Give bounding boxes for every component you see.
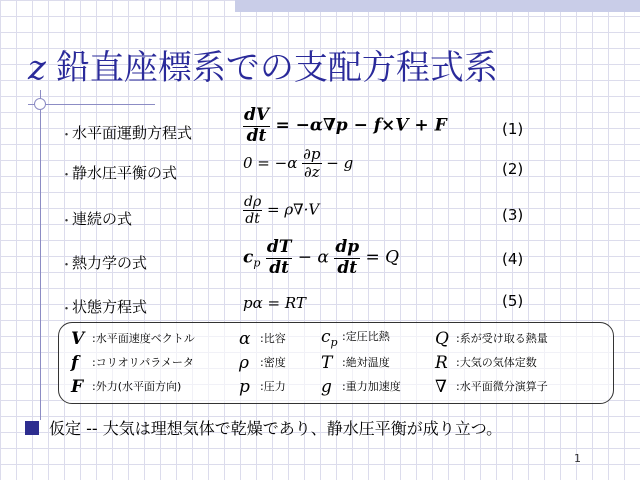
title-variable: z bbox=[28, 48, 46, 88]
equation-number: (1) bbox=[502, 120, 524, 138]
fraction: $\frac{dV}{dt}$ bbox=[244, 105, 270, 146]
equation-formula-2: 0 = −α $\frac{\partial p}{\partial z}$ − g bbox=[243, 145, 354, 182]
equation-label: 水平面運動方程式 bbox=[72, 124, 193, 142]
legend-item: F :外力(水平面方向) bbox=[71, 377, 182, 397]
equation-label: 静水圧平衡の式 bbox=[72, 164, 178, 182]
legend-item: p :圧力 bbox=[239, 377, 286, 397]
bullet: ・ bbox=[60, 214, 74, 229]
page-number: 1 bbox=[574, 452, 581, 465]
legend-item: V :水平面速度ベクトル bbox=[71, 329, 195, 349]
bullet: ・ bbox=[60, 258, 74, 273]
decor-circle bbox=[34, 98, 46, 110]
equation-number: (4) bbox=[502, 250, 524, 268]
equation-formula-1: $\frac{dV}{dt}$ = −α∇p − f×V + F bbox=[244, 105, 447, 146]
legend-item: α :比容 bbox=[239, 329, 286, 349]
bullet: ・ bbox=[60, 128, 74, 143]
legend-item: ρ :密度 bbox=[239, 353, 286, 373]
top-decoration-band bbox=[235, 0, 640, 12]
legend-item: T :絶対温度 bbox=[321, 353, 390, 373]
equation-formula-3: $\frac{d\rho}{dt}$ = ρ∇·V bbox=[244, 194, 320, 228]
legend-item: R :大気の気体定数 bbox=[435, 353, 537, 373]
equation-label: 連続の式 bbox=[72, 210, 133, 228]
legend-item: f :コリオリパラメータ bbox=[71, 353, 194, 373]
assumption-text: 仮定 -- 大気は理想気体で乾燥であり、静水圧平衡が成り立つ。 bbox=[25, 416, 502, 439]
equation-number: (2) bbox=[502, 160, 524, 178]
legend-item: g :重力加速度 bbox=[321, 377, 401, 397]
legend-item: Q :系が受け取る熱量 bbox=[435, 329, 548, 349]
fraction: $\frac{\partial p}{\partial z}$ bbox=[303, 145, 321, 182]
nabla-icon: ∇ bbox=[435, 377, 447, 397]
fraction: $\frac{dT}{dt}$ bbox=[266, 237, 292, 278]
equation-label: 状態方程式 bbox=[72, 298, 148, 316]
fraction: $\frac{dp}{dt}$ bbox=[335, 237, 360, 278]
decor-horizontal-line bbox=[28, 104, 155, 105]
equation-label: 熱力学の式 bbox=[72, 254, 148, 272]
square-bullet-icon bbox=[25, 421, 39, 435]
title-text: 鉛直座標系での支配方程式系 bbox=[55, 48, 498, 88]
equation-formula-4: $c_p$ $\frac{dT}{dt}$ − α $\frac{dp}{dt}$ = Q bbox=[243, 237, 400, 278]
legend-item: ∇ :水平面微分演算子 bbox=[435, 377, 548, 397]
equation-number: (3) bbox=[502, 206, 524, 224]
equation-number: (5) bbox=[502, 292, 524, 310]
bullet: ・ bbox=[60, 168, 74, 183]
equation-formula-5: pα = RT bbox=[243, 294, 306, 312]
decor-vertical-line bbox=[40, 90, 41, 420]
symbol-legend-box bbox=[58, 322, 614, 404]
slide-title bbox=[28, 40, 498, 88]
fraction: $\frac{d\rho}{dt}$ bbox=[244, 194, 262, 228]
bullet: ・ bbox=[60, 302, 74, 317]
legend-item: $c_p$ :定圧比熱 bbox=[321, 327, 390, 349]
